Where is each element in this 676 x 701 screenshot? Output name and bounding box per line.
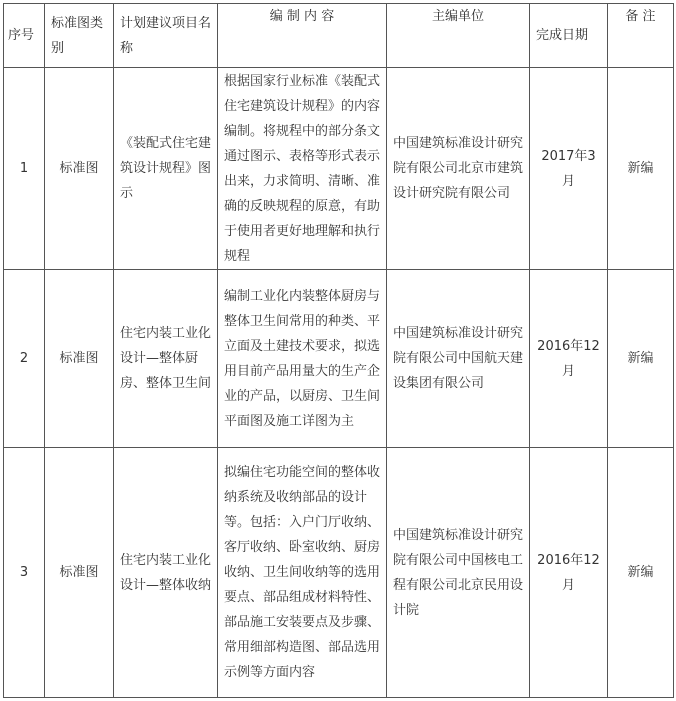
row-date: 2017年3月 bbox=[530, 68, 608, 270]
table-row bbox=[4, 448, 674, 698]
row-editor: 中国建筑标准设计研究院有限公司中国航天建设集团有限公司 bbox=[387, 270, 530, 448]
row-type: 标准图 bbox=[45, 448, 114, 698]
row-name: 《装配式住宅建筑设计规程》图示 bbox=[114, 68, 218, 270]
row-content: 编制工业化内装整体厨房与整体卫生间常用的种类、平立面及土建技术要求，拟选用目前产品用量大的生产企业的产品，以厨房、卫生间平面图及施工详图为主 bbox=[218, 270, 387, 448]
row-editor: 中国建筑标准设计研究院有限公司中国核电工程有限公司北京民用设计院 bbox=[387, 448, 530, 698]
table-row bbox=[4, 68, 674, 270]
header-editor: 主编单位 bbox=[387, 4, 530, 68]
row-remark: 新编 bbox=[608, 68, 674, 270]
header-type: 标准图类别 bbox=[45, 4, 114, 68]
row-editor: 中国建筑标准设计研究院有限公司北京市建筑设计研究院有限公司 bbox=[387, 68, 530, 270]
row-no: 1 bbox=[4, 68, 45, 270]
header-remark: 备 注 bbox=[608, 4, 674, 68]
header-content: 编 制 内 容 bbox=[218, 4, 387, 68]
header-no: 序号 bbox=[4, 4, 45, 68]
row-remark: 新编 bbox=[608, 270, 674, 448]
row-content: 根据国家行业标准《装配式住宅建筑设计规程》的内容编制。将规程中的部分条文通过图示、表格等形式表示出来，力求简明、清晰、准确的反映规程的原意，有助于使用者更好地理解和执行规程 bbox=[218, 68, 387, 270]
row-no: 3 bbox=[4, 448, 45, 698]
header-row bbox=[4, 4, 674, 68]
row-name: 住宅内装工业化设计—整体收纳 bbox=[114, 448, 218, 698]
row-type: 标准图 bbox=[45, 68, 114, 270]
standard-drawing-plan-table bbox=[3, 3, 674, 698]
row-no: 2 bbox=[4, 270, 45, 448]
header-name: 计划建议项目名称 bbox=[114, 4, 218, 68]
row-remark: 新编 bbox=[608, 448, 674, 698]
header-date: 完成日期 bbox=[530, 4, 608, 68]
row-date: 2016年12月 bbox=[530, 270, 608, 448]
row-type: 标准图 bbox=[45, 270, 114, 448]
table-row bbox=[4, 270, 674, 448]
row-date: 2016年12月 bbox=[530, 448, 608, 698]
row-name: 住宅内装工业化设计—整体厨房、整体卫生间 bbox=[114, 270, 218, 448]
row-content: 拟编住宅功能空间的整体收纳系统及收纳部品的设计等。包括：入户门厅收纳、客厅收纳、卧室收纳、厨房收纳、卫生间收纳等的选用要点、部品组成材料特性、部品施工安装要点及步骤、常用细部构造图、部品选用示例等方面内容 bbox=[218, 448, 387, 698]
